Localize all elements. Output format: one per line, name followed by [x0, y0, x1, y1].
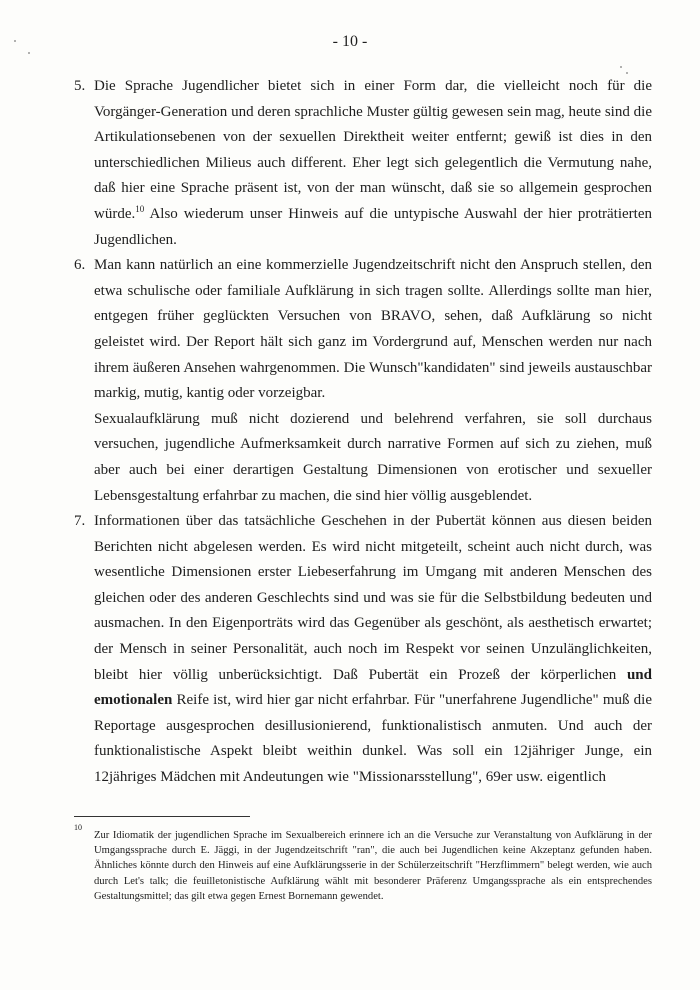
- list-item-5: [74, 74, 652, 253]
- scan-speck: [626, 72, 628, 74]
- paragraph-text: Die Sprache Jugendlicher bietet sich in einer Form dar, die vielleicht noch für die Vorgänger-Generation und deren sprachliche Muster gültig gewesen sein mag, heute sind die Artikulationsebenen von der sexuellen Direktheit weiter entfernt; gewiß ist dies in den unterschiedlichen Milieus auch different. Eher legt sich gelegentlich die Vermutung nahe, daß hier eine Sprache präsent ist, von der man wünscht, daß sie so allgemein gesprochen würde.: [94, 78, 652, 222]
- bold-emphasis: und emotionalen: [94, 666, 652, 709]
- paragraph-text: Reife ist, wird hier gar nicht erfahrbar. Für "unerfahrene Jugendliche" muß die Reportage ausgesprochen desillusionierend, funktionalistisch anmuten. Und auch der funktionalistische Aspekt bleibt weithin dunkel. Was soll ein 12jähriger Junge, ein 12jähriges Mädchen mit Andeutungen wie "Missionarsstellung", 69er usw. eigentlich: [94, 692, 652, 786]
- scan-speck: [14, 40, 16, 42]
- list-item-6: [74, 253, 652, 509]
- footnote-separator: [74, 816, 250, 817]
- scan-speck: [28, 52, 30, 54]
- page-number: - 10 -: [332, 33, 368, 50]
- footnote: 10 Zur Idiomatik der jugendlichen Sprache im Sexualbereich erinnere ich an die Versuche zur Veranstaltung von Aufklärung in der Umgangssprache durch E. Jäggi, in der Jugendzeitschrift "ran", die auch bei Jugendlichen keine Akzeptanz gefunden haben. Ähnliches könnte durch den Hinweis auf eine Aufklärungsserie in der Schülerzeitschrift "Herzflimmern" belegt werden, wie auch durch Let's talk; die feuilletonistische Aufklärung wählt mit besonderer Präferenz Umgangssprache als ein entsprechendes Gestaltungsmittel; das gilt etwa gegen Ernest Bornemann gewendet.: [74, 828, 652, 904]
- item-number: 7.: [74, 513, 86, 530]
- item-number: 6.: [74, 257, 86, 274]
- paragraph-text: Also wiederum unser Hinweis auf die untypische Auswahl der hier proträtierten Jugendlichen.: [94, 205, 652, 248]
- footnote-reference: 10: [135, 203, 145, 214]
- scan-speck: [620, 66, 622, 68]
- footnote-text: Zur Idiomatik der jugendlichen Sprache im Sexualbereich erinnere ich an die Versuche zur Veranstaltung von Aufklärung in der Umgangssprache durch E. Jäggi, in der Jugendzeitschrift "ran", die auch bei Jugendlichen keine Akzeptanz gefunden haben. Ähnliches könnte durch den Hinweis auf eine Aufklärungsserie in der Schülerzeitschrift "Herzflimmern" belegt werden, wie auch durch Let's talk; die feuilletonistische Aufklärung wählt mit besonderer Präferenz Umgangssprache als ein entsprechendes Gestaltungsmittel; das gilt etwa gegen Ernest Bornemann gewendet.: [94, 830, 652, 902]
- item-paragraph: Sexualaufklärung muß nicht dozierend und belehrend verfahren, sie soll durchaus versuchen, jugendliche Aufmerksamkeit durch narrative Formen auf sich zu ziehen, muß aber auch bei einer derartigen Gestaltung Dimensionen von erotischer und sexueller Lebensgestaltung erfahrbar zu machen, die sind hier völlig ausgeblendet.: [94, 410, 652, 504]
- item-paragraph: Man kann natürlich an eine kommerzielle Jugendzeitschrift nicht den Anspruch stellen, den etwa schulische oder familiale Aufklärung in sich tragen sollte. Allerdings sollte man hier, entgegen früher geglückten Versuchen von BRAVO, sehen, daß Aufklärung so nicht geleistet wird. Der Report hält sich ganz im Vordergrund auf, Menschen werden nur nach ihrem äußeren Ansehen wahrgenommen. Die Wunsch"kandidaten" sind jeweils austauschbar markig, mutig, kantig oder vorzeigbar.: [94, 257, 652, 402]
- paragraph-text: Informationen über das tatsächliche Geschehen in der Pubertät können aus diesen beiden Berichten nicht abgelesen werden. Es wird nicht mitgeteilt, scheint auch nicht durch, was wesentliche Dimensionen erster Liebeserfahrung im Umgang mit anderen Menschen des gleichen oder des anderen Geschlechts sind und was sie für die Selbstbildung bedeuten und ausmachen. In den Eigenporträts wird das Gegenüber als geschönt, als aesthetisch erwartet; der Mensch in seiner Personalität, auch noch im Respekt vor seinen Unzulänglichkeiten, bleibt hier völlig unberücksichtigt. Daß Pubertät ein Prozeß der körperlichen: [94, 513, 652, 683]
- item-number: 5.: [74, 78, 86, 94]
- item-paragraph: [94, 74, 652, 253]
- item-paragraph: [94, 509, 652, 791]
- list-item-7: [74, 509, 652, 791]
- numbered-list: [74, 74, 652, 791]
